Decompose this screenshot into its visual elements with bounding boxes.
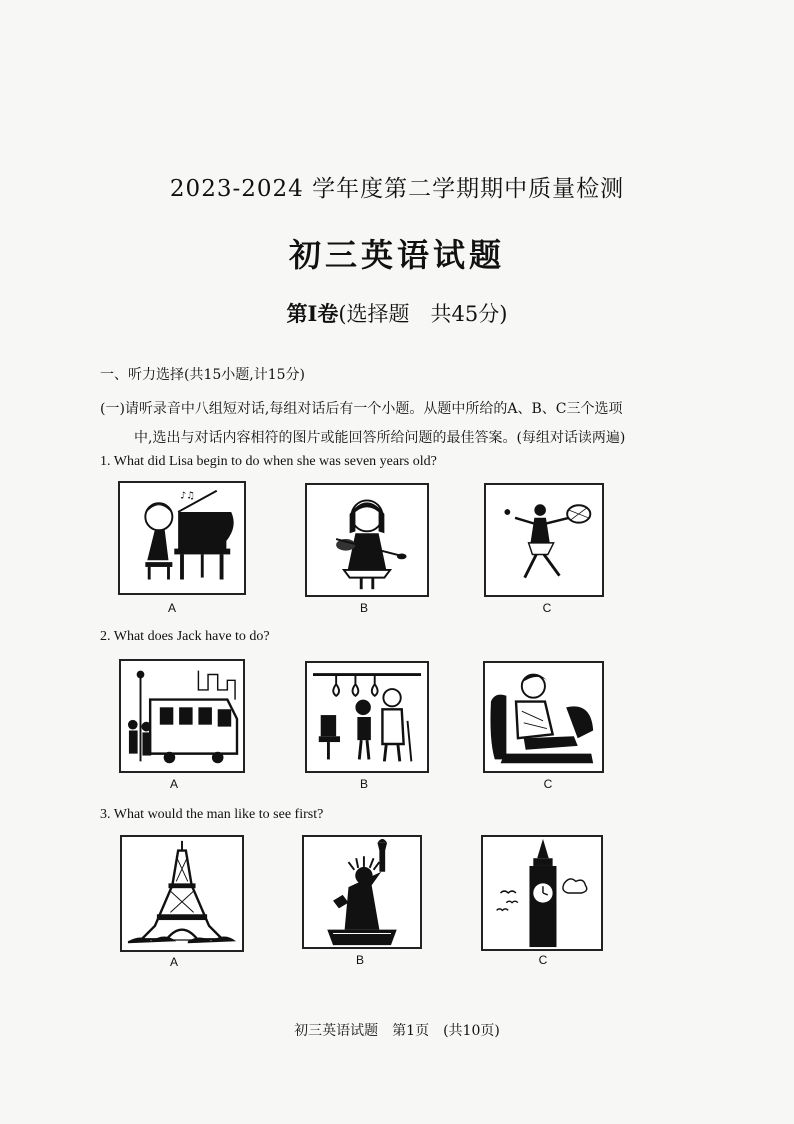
q1-option-c-label: C [542,601,552,615]
q1-option-b-label: B [359,601,368,615]
section-instruction-line1: (一)请听录音中八组短对话,每组对话后有一个小题。从题中所给的A、B、C三个选项 [100,401,623,417]
section-instruction-line2: 中,选出与对话内容相符的图片或能回答所给问题的最佳答案。(每组对话读两遍) [134,430,626,446]
big-ben-icon[interactable] [481,835,603,951]
girl-playing-violin-icon[interactable] [305,483,429,597]
volume-title: 第Ⅰ卷 [286,301,339,326]
volume-heading [0,298,794,328]
section-title: 一、听力选择(共15小题,计15分) [100,367,306,383]
eiffel-tower-icon[interactable] [120,835,244,952]
exam-year-line: 2023-2024 学年度第二学期期中质量检测 [169,176,625,202]
statue-of-liberty-icon[interactable] [302,835,422,949]
page-footer: 初三英语试题 第1页 (共10页) [294,1023,500,1039]
volume-subtitle: (选择题 共45分) [338,302,508,326]
q2-option-c-label: C [543,777,553,791]
q3-option-b-label: B [355,953,364,967]
people-boarding-tram-icon[interactable] [119,659,245,773]
question-1-text: 1. What did Lisa begin to do when she was seven years old? [100,454,437,469]
svg-text:♪♫: ♪♫ [180,490,195,502]
question-3-text: 3. What would the man like to see first? [100,807,324,822]
woman-playing-tennis-icon[interactable] [484,483,604,597]
q2-option-b-label: B [359,777,368,791]
girl-playing-piano-icon[interactable] [118,481,246,595]
man-resting-in-armchair-icon[interactable] [483,661,604,773]
exam-title: 初三英语试题 [288,236,505,274]
q1-option-a-label: A [167,601,176,615]
q3-option-c-label: C [538,953,548,967]
q2-option-a-label: A [169,777,178,791]
boy-helping-old-man-on-bus-icon[interactable] [305,661,429,773]
q3-option-a-label: A [169,955,178,969]
question-2-text: 2. What does Jack have to do? [100,629,270,644]
